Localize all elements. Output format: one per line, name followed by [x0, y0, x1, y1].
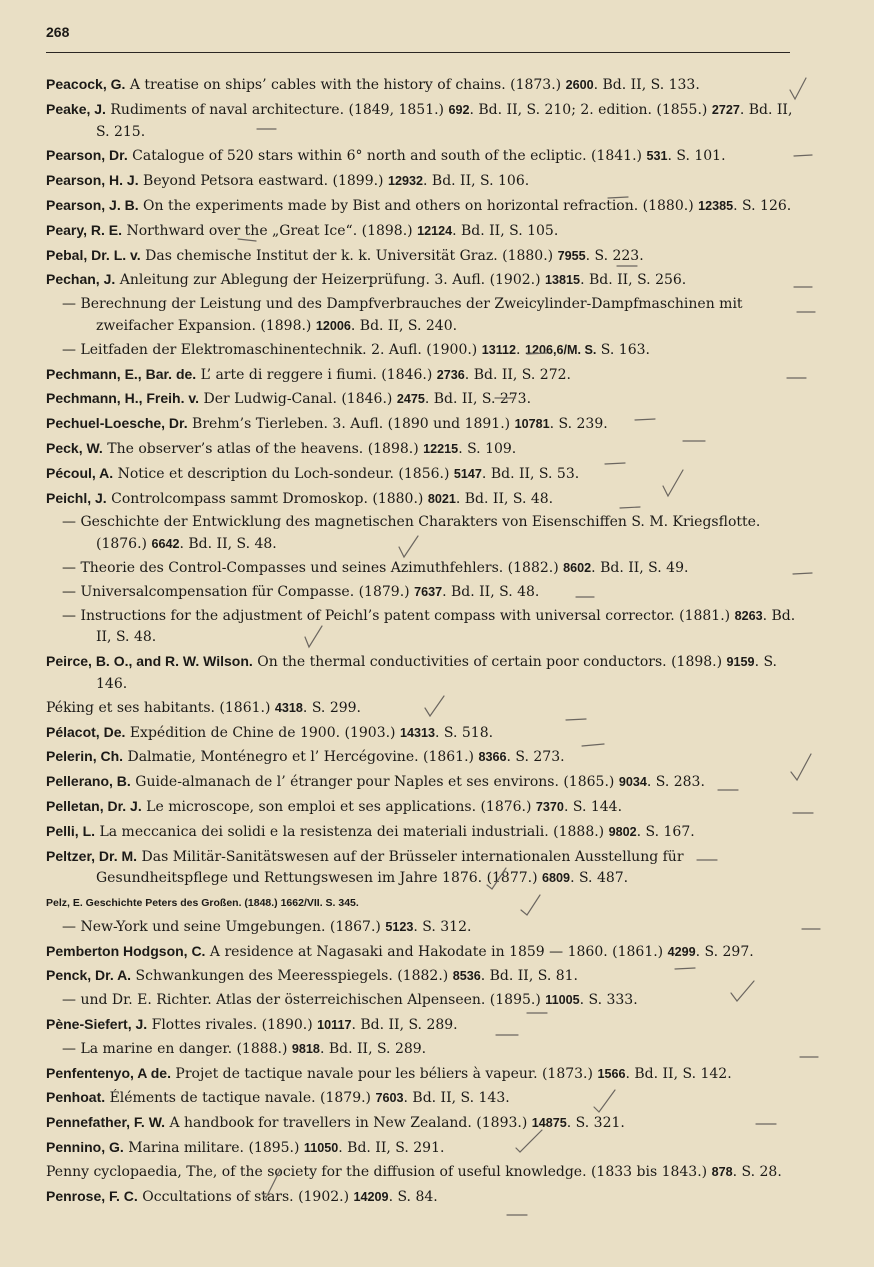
- catalogue-entry: [46, 364, 798, 387]
- entry-number: 12215: [423, 441, 459, 456]
- entry-title: — und Dr. E. Richter. Atlas der österreichischen Alpenseen. (1895.): [62, 992, 546, 1009]
- sub-entry: [46, 1039, 798, 1061]
- entry-reference: . S. 312.: [413, 918, 472, 935]
- entry-number: 9818: [291, 1041, 320, 1056]
- entry-reference: . Bd. II, S. 48.: [455, 490, 554, 507]
- entry-number: 6809: [542, 871, 571, 886]
- entry-title: Schwankungen des Meeresspiegels. (1882.): [131, 968, 453, 985]
- sub-entry: [46, 606, 798, 650]
- entry-title: Rudiments of naval architecture. (1849, 1851.): [105, 101, 449, 118]
- entry-reference: . Bd. II, S. 273.: [424, 391, 532, 408]
- entry-title: Péking et ses habitants. (1861.): [46, 699, 275, 716]
- entry-reference: . Bd. II, S. 53.: [481, 465, 580, 482]
- entry-author: Penck, Dr. A.: [46, 967, 132, 984]
- entry-author: Pechan, J.: [46, 271, 116, 288]
- catalogue-entry: [46, 463, 798, 486]
- catalogue-entry: [46, 1063, 798, 1086]
- entry-number: 8536: [452, 969, 481, 984]
- entry-number: 6642: [151, 537, 180, 552]
- entry-author: Pechmann, H., Freih. v.: [46, 390, 200, 407]
- catalogue-entry: [46, 269, 798, 292]
- entry-number: 4299: [667, 944, 696, 959]
- entry-reference: . S. 297.: [695, 943, 754, 960]
- entry-reference: . Bd. II, S. 210; 2. edition. (1855.): [469, 101, 712, 118]
- catalogue-entry: [46, 892, 798, 915]
- entry-author: Pène-Siefert, J.: [46, 1016, 148, 1033]
- entry-title: Der Ludwig-Canal. (1846.): [199, 391, 397, 408]
- sub-entry: [46, 512, 798, 556]
- entry-number: 2600: [565, 78, 594, 92]
- entry-author: Pearson, J. B.: [46, 196, 139, 213]
- entry-reference: . Bd. II, S. 289.: [351, 1017, 458, 1034]
- entry-title: Anleitung zur Ablegung der Heizerprüfung. 3. Aufl. (1902.): [115, 272, 546, 289]
- entry-reference: . S. 28.: [732, 1163, 782, 1180]
- entry-title: Controlcompass sammt Dromoskop. (1880.): [106, 490, 428, 507]
- entry-reference: . S. 109.: [458, 440, 517, 457]
- entry-author: Pécoul, A.: [46, 464, 114, 481]
- catalogue-entry: [46, 388, 798, 411]
- entry-title: Northward over the „Great Ice“. (1898.): [122, 222, 418, 239]
- entry-title: L’ arte di reggere i fiumi. (1846.): [196, 366, 437, 383]
- entry-reference: . Bd. II, S. 133.: [593, 77, 700, 93]
- entry-number: 12006: [315, 318, 351, 333]
- entry-title: Occultations of stars. (1902.): [137, 1188, 354, 1205]
- entry-author: Peltzer, Dr. M.: [46, 847, 138, 864]
- entry-author: Peake, J.: [46, 100, 106, 117]
- entry-number: 9034: [618, 775, 647, 790]
- entry-author: Peck, W.: [46, 439, 103, 456]
- entry-title: Flottes rivales. (1890.): [147, 1017, 318, 1034]
- entry-reference: . Bd. II, S. 240.: [350, 317, 458, 334]
- entry-author: Pemberton Hodgson, C.: [46, 942, 206, 959]
- entry-number: 1206,6/M. S.: [524, 342, 597, 357]
- entry-number: 7955: [557, 248, 586, 263]
- catalogue-entry: [46, 488, 798, 511]
- entry-title: Marina militare. (1895.): [123, 1140, 304, 1157]
- catalogue-entry: [46, 195, 798, 218]
- entry-title: — Universalcompensation für Compasse. (1879.): [62, 583, 415, 600]
- entry-author: Peacock, G.: [46, 76, 126, 92]
- catalogue-entry: [46, 1137, 798, 1160]
- entry-number: 12385: [698, 198, 734, 213]
- entry-reference: . S. 321.: [566, 1115, 625, 1132]
- entry-number: 692: [448, 102, 470, 117]
- entry-author: Penrose, F. C.: [46, 1187, 138, 1204]
- catalogue-entry: [46, 796, 798, 819]
- entry-title: Projet de tactique navale pour les béliers à vapeur. (1873.): [170, 1065, 598, 1082]
- entry-number: 12932: [387, 174, 423, 189]
- entry-title: A handbook for travellers in New Zealand. (1893.): [165, 1115, 532, 1132]
- entry-title: Guide-almanach de l’ étranger pour Naples et ses environs. (1865.): [130, 774, 619, 791]
- entry-title: Beyond Petsora eastward. (1899.): [138, 173, 388, 190]
- catalogue-entry: [46, 413, 798, 436]
- entry-author: Pennefather, F. W.: [46, 1114, 166, 1131]
- entry-title: La meccanica dei solidi e la resistenza dei materiali industriali. (1888.): [95, 823, 609, 840]
- page-number: 268: [46, 24, 70, 40]
- entry-reference: . Bd. II, S. 105.: [452, 222, 559, 239]
- entry-number: 8602: [563, 560, 592, 575]
- entry-reference: . S. 518.: [435, 724, 494, 741]
- entry-reference: . Bd. II, S. 142.: [625, 1065, 732, 1082]
- entry-reference: . Bd. II, S. 215.: [96, 101, 793, 140]
- entry-number: 9802: [608, 824, 637, 839]
- entry-reference: . S. 101.: [667, 148, 726, 165]
- entry-author: Pellerano, B.: [46, 773, 131, 790]
- entry-title: Das Militär-Sanitätswesen auf der Brüsseler internationalen Ausstellung für Gesundheitspflege und Rettungswesen im Jahre 1876. (1877.): [96, 848, 684, 887]
- entry-title: — Geschichte der Entwicklung des magnetischen Charakters von Eisenschiffen S. M. Kriegsflotte. (1876.): [62, 514, 761, 553]
- entry-number: 2727: [711, 102, 740, 117]
- entry-author: Pelerin, Ch.: [46, 748, 124, 765]
- catalogue-entry: [46, 651, 798, 696]
- catalogue-entry: [46, 965, 798, 988]
- entry-number: 7637: [414, 584, 443, 599]
- entry-reference: . Bd. II, S. 291.: [338, 1140, 445, 1157]
- entry-reference: . S. 487.: [570, 870, 629, 887]
- entry-author: Pechuel-Loesche, Dr.: [46, 415, 188, 432]
- entry-reference: . Bd. II, S. 272.: [464, 366, 571, 383]
- entry-reference: . Bd. II, S. 289.: [319, 1040, 427, 1057]
- entry-number: 2475: [396, 392, 425, 407]
- entry-reference: . Bd. II, S. 256.: [580, 272, 687, 289]
- entry-reference: . S. 299.: [302, 699, 361, 716]
- entry-number: 7603: [375, 1091, 404, 1106]
- entry-number: 8263: [734, 608, 763, 623]
- entry-reference: . Bd. II, S. 48.: [96, 607, 796, 646]
- sub-entry: [46, 558, 798, 580]
- catalogue-entry: [46, 698, 798, 720]
- entry-number: 5123: [385, 919, 414, 934]
- entry-title: — Leitfaden der Elektromaschinentechnik. 2. Aufl. (1900.): [62, 341, 482, 358]
- entry-reference: . S. 223.: [585, 247, 644, 264]
- catalogue-entry: [46, 74, 798, 97]
- entry-number: 2736: [436, 367, 465, 382]
- entry-reference: . S. 239.: [549, 416, 608, 433]
- entry-title: Dalmatie, Monténegro et l’ Hercégovine. (1861.): [123, 749, 479, 766]
- catalogue-entry: [46, 145, 798, 168]
- entry-number: 7370: [535, 799, 564, 814]
- entry-number: 531: [646, 149, 668, 164]
- sub-entry: [46, 917, 798, 939]
- entry-number: 10117: [317, 1018, 352, 1033]
- entry-author: Peichl, J.: [46, 489, 107, 506]
- entry-title: — Theorie des Control-Compasses und seines Azimuthfehlers. (1882.): [62, 559, 564, 576]
- entry-number: 5147: [453, 466, 482, 481]
- entry-author: Pearson, Dr.: [46, 147, 128, 164]
- catalogue-entry: [46, 1087, 798, 1110]
- entry-title: — Berechnung der Leistung und des Dampfverbrauches der Zweicylinder-Dampfmaschinen mit zweifacher Expansion. (1898.): [62, 296, 743, 334]
- catalogue-entry: [46, 941, 798, 964]
- entry-number: 8021: [427, 491, 456, 506]
- entry-number: 4318: [274, 700, 303, 715]
- entry-reference: . S. 126.: [733, 197, 792, 214]
- catalogue-entry: [46, 846, 798, 891]
- entry-number: 10781: [514, 417, 550, 432]
- entry-author: Penhoat.: [46, 1089, 106, 1106]
- entry-title: The observer’s atlas of the heavens. (1898.): [102, 440, 424, 457]
- entry-number: 8366: [478, 750, 507, 765]
- entry-title: Penny cyclopaedia, The, of the society for the diffusion of useful knowledge. (1833 bis 1843.): [46, 1163, 712, 1180]
- entry-title: On the thermal conductivities of certain poor conductors. (1898.): [252, 654, 727, 671]
- entry-reference: . Bd. II, S. 48.: [179, 536, 277, 553]
- entry-title: Expédition de Chine de 1900. (1903.): [125, 724, 400, 741]
- entry-title: — New-York und seine Umgebungen. (1867.): [62, 918, 386, 935]
- sub-entry: [46, 340, 798, 362]
- entry-author: Pelletan, Dr. J.: [46, 797, 142, 814]
- sub-entry: [46, 990, 798, 1012]
- entry-list: [46, 74, 798, 1210]
- entry-number: 14875: [531, 1116, 567, 1131]
- sub-entry: [46, 582, 798, 604]
- entry-number: 11005: [545, 993, 580, 1008]
- entry-number: 12124: [417, 223, 453, 238]
- entry-number: 878: [711, 1164, 733, 1179]
- entry-author: Pebal, Dr. L. v.: [46, 246, 141, 263]
- entry-number: 11050: [303, 1141, 339, 1156]
- entry-title: Notice et description du Loch-sondeur. (1856.): [113, 465, 454, 482]
- entry-reference: . S. 333.: [579, 992, 638, 1009]
- entry-number: 14209: [353, 1189, 389, 1204]
- entry-title: — Instructions for the adjustment of Peichl’s patent compass with universal corrector. (1881.): [62, 607, 735, 624]
- entry-title: Brehm’s Tierleben. 3. Aufl. (1890 und 1891.): [187, 416, 515, 433]
- entry-reference: . Bd. II, S. 106.: [423, 173, 530, 190]
- entry-number: 9159: [726, 655, 755, 670]
- entry-number: 1566: [597, 1066, 626, 1081]
- entry-author: Pechmann, E., Bar. de.: [46, 365, 197, 382]
- entry-reference: .: [516, 341, 525, 358]
- entry-author: Pelli, L.: [46, 822, 96, 839]
- catalogue-entry: [46, 1014, 798, 1037]
- entry-author: Peary, R. E.: [46, 221, 123, 238]
- header-rule: [46, 52, 790, 53]
- entry-reference: . S. 84.: [388, 1188, 438, 1205]
- entry-author: Pearson, H. J.: [46, 172, 139, 189]
- entry-author: Penfentenyo, A de.: [46, 1064, 171, 1081]
- entry-number: 13112: [481, 342, 517, 357]
- catalogue-entry: [46, 220, 798, 243]
- entry-reference: . S. 283.: [646, 774, 705, 791]
- entry-reference: S. 163.: [596, 341, 650, 358]
- catalogue-entry: [46, 170, 798, 193]
- catalogue-entry: [46, 1112, 798, 1135]
- entry-reference: . Bd. II, S. 143.: [403, 1090, 510, 1107]
- catalogue-entry: [46, 746, 798, 769]
- entry-title: — La marine en danger. (1888.): [62, 1040, 292, 1057]
- catalogue-entry: [46, 99, 798, 144]
- catalogue-entry: [46, 1162, 798, 1184]
- entry-title: Éléments de tactique navale. (1879.): [105, 1090, 376, 1107]
- sub-entry: [46, 294, 798, 338]
- catalogue-entry: [46, 245, 798, 268]
- entry-title: Le microscope, son emploi et ses applications. (1876.): [141, 798, 536, 815]
- entry-title: Pelz, E. Geschichte Peters des Großen. (1848.) 1662/VII. S. 345.: [46, 897, 359, 910]
- entry-author: Pennino, G.: [46, 1139, 124, 1156]
- entry-reference: . S. 146.: [96, 654, 778, 692]
- catalogue-entry: [46, 438, 798, 461]
- entry-title: Das chemische Institut der k. k. Universität Graz. (1880.): [140, 247, 558, 264]
- entry-reference: . S. 144.: [563, 798, 623, 815]
- entry-reference: . S. 273.: [506, 749, 565, 766]
- entry-author: Pélacot, De.: [46, 723, 126, 740]
- entry-reference: . Bd. II, S. 49.: [591, 559, 689, 576]
- entry-title: On the experiments made by Bist and others on horizontal refraction. (1880.): [138, 197, 699, 214]
- entry-number: 14313: [399, 725, 435, 740]
- catalogue-entry: [46, 771, 798, 794]
- entry-title: Catalogue of 520 stars within 6° north and south of the ecliptic. (1841.): [127, 148, 647, 165]
- entry-title: A treatise on ships’ cables with the history of chains. (1873.): [125, 77, 566, 93]
- catalogue-entry: [46, 821, 798, 844]
- entry-reference: . Bd. II, S. 48.: [442, 583, 540, 600]
- entry-number: 13815: [545, 273, 581, 288]
- catalogue-entry: [46, 1186, 798, 1209]
- entry-reference: . Bd. II, S. 81.: [480, 968, 578, 985]
- entry-reference: . S. 167.: [636, 823, 695, 840]
- catalogue-entry: [46, 722, 798, 745]
- entry-author: Peirce, B. O., and R. W. Wilson.: [46, 653, 253, 670]
- entry-title: A residence at Nagasaki and Hakodate in 1859 — 1860. (1861.): [205, 943, 668, 960]
